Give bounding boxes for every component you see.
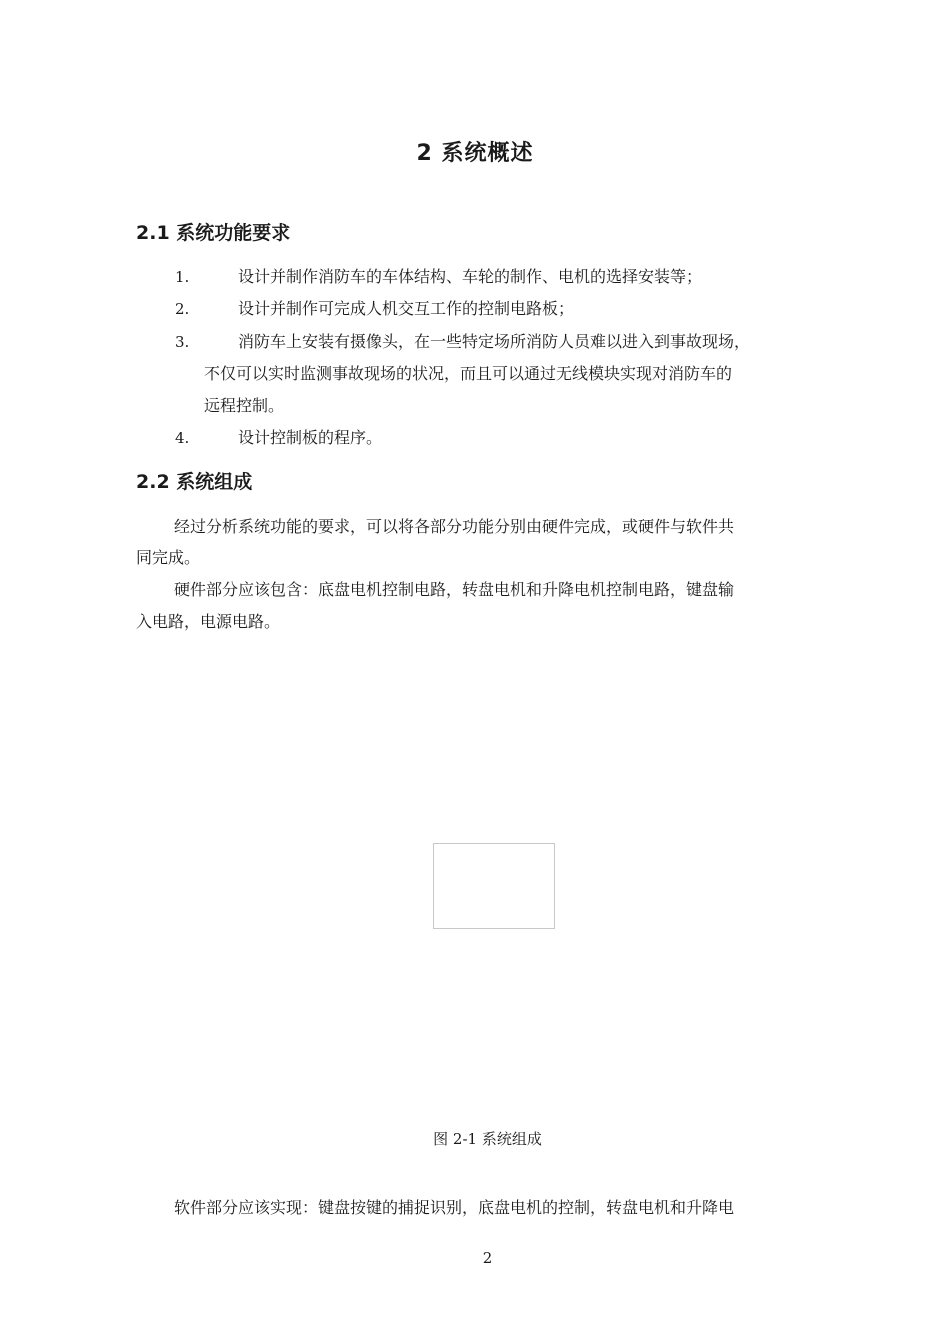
list-item-text-continued: 远程控制。	[204, 396, 285, 415]
list-item-text-continued: 不仅可以实时监测事故现场的状况，而且可以通过无线模块实现对消防车的	[204, 364, 733, 383]
chapter-title: 2 系统概述	[416, 141, 534, 166]
list-item-text: 消防车上安装有摄像头，在一些特定场所消防人员难以进入到事故现场，	[238, 332, 751, 351]
list-item-number: 2.	[175, 300, 190, 318]
section-title-2-1: 2.1 系统功能要求	[136, 222, 291, 244]
list-item-number: 3.	[175, 333, 190, 351]
list-item-text: 设计控制板的程序。	[238, 428, 383, 447]
figure-placeholder	[433, 843, 555, 929]
page-number: 2	[482, 1249, 493, 1267]
list-item-text: 设计并制作可完成人机交互工作的控制电路板；	[238, 299, 575, 318]
list-item-text: 设计并制作消防车的车体结构、车轮的制作、电机的选择安装等；	[238, 267, 703, 286]
paragraph-line: 软件部分应该实现：键盘按键的捕捉识别，底盘电机的控制，转盘电机和升降电	[174, 1198, 735, 1217]
paragraph-line: 入电路，电源电路。	[136, 612, 281, 631]
list-item-number: 4.	[175, 429, 190, 447]
figure-caption: 图 2-1 系统组成	[433, 1130, 542, 1148]
list-item-number: 1.	[175, 268, 190, 286]
paragraph-line: 硬件部分应该包含：底盘电机控制电路，转盘电机和升降电机控制电路，键盘输	[174, 580, 735, 599]
paragraph-line: 经过分析系统功能的要求，可以将各部分功能分别由硬件完成，或硬件与软件共	[174, 517, 735, 536]
paragraph-line: 同完成。	[136, 548, 201, 567]
section-title-2-2: 2.2 系统组成	[136, 471, 253, 493]
